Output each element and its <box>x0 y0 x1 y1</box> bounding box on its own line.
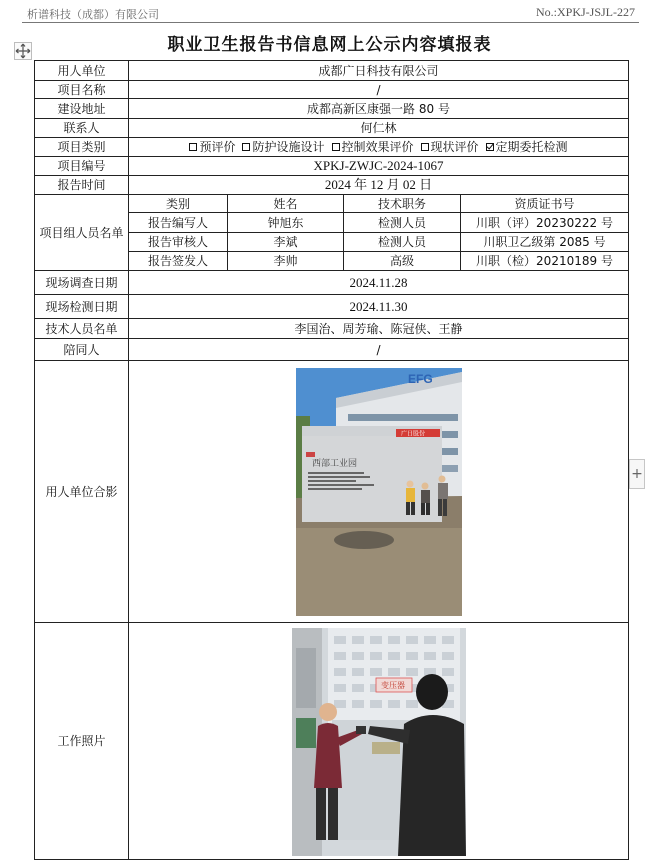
team-col-title: 技术职务 <box>344 195 461 213</box>
contact-label: 联系人 <box>35 119 129 138</box>
control-effect-checkbox[interactable] <box>332 143 340 151</box>
row-escort <box>35 339 629 361</box>
option-pre-evaluation[interactable] <box>189 140 235 154</box>
report-date-value: 2024 年 12 月 02 日 <box>129 176 629 195</box>
team-cell: 报告审核人 <box>129 233 228 252</box>
group-photo-label: 用人单位合影 <box>35 361 129 623</box>
company-name: 析谱科技（成都）有限公司 <box>27 8 159 21</box>
option-label: 现状评价 <box>430 140 479 154</box>
team-header-row <box>35 195 629 213</box>
add-row-handle[interactable] <box>629 459 645 489</box>
document-code: No.:XPKJ-JSJL-227 <box>535 5 635 19</box>
group-photo-cell <box>129 361 629 623</box>
option-status-evaluation[interactable] <box>421 140 479 154</box>
escort-label: 陪同人 <box>35 339 129 361</box>
row-employer <box>35 61 629 81</box>
team-cell: 报告签发人 <box>129 252 228 271</box>
employer-label: 用人单位 <box>35 61 129 81</box>
row-contact <box>35 119 629 138</box>
project-name-value: / <box>129 81 629 99</box>
group-photo[interactable] <box>296 368 462 616</box>
team-cell: 报告编写人 <box>129 213 228 233</box>
survey-date-label: 现场调查日期 <box>35 271 129 295</box>
project-type-label: 项目类别 <box>35 138 129 157</box>
option-label: 防护设施设计 <box>252 140 325 154</box>
option-label: 定期委托检测 <box>495 140 568 154</box>
employer-value: 成都广日科技有限公司 <box>129 61 629 81</box>
work-photo-label: 工作照片 <box>35 623 129 860</box>
protection-design-checkbox[interactable] <box>242 143 250 151</box>
row-group-photo <box>35 361 629 623</box>
page-title: 职业卫生报告书信息网上公示内容填报表 <box>167 35 492 55</box>
project-type-options <box>129 138 629 157</box>
test-date-value: 2024.11.30 <box>129 295 629 319</box>
pre-evaluation-checkbox[interactable] <box>189 143 197 151</box>
row-survey-date <box>35 271 629 295</box>
row-project-name <box>35 81 629 99</box>
row-project-type <box>35 138 629 157</box>
industrial-park-sign-text: 西部工业园 <box>311 458 357 469</box>
row-address <box>35 99 629 119</box>
sign-logo-text: 广日股份 <box>400 430 425 437</box>
row-technicians <box>35 319 629 339</box>
technicians-value: 李国治、周芳瑜、陈冠侠、王静 <box>129 319 629 339</box>
option-control-effect[interactable] <box>332 140 414 154</box>
option-label: 预评价 <box>199 140 236 154</box>
team-cell: 钟旭东 <box>228 213 344 233</box>
building-letters: EFG <box>407 371 433 386</box>
survey-date-value: 2024.11.28 <box>129 271 629 295</box>
address-label: 建设地址 <box>35 99 129 119</box>
report-form-table <box>34 60 629 860</box>
address-value: 成都高新区康强一路 80 号 <box>129 99 629 119</box>
project-no-label: 项目编号 <box>35 157 129 176</box>
project-no-value: XPKJ-ZWJC-2024-1067 <box>129 157 629 176</box>
team-cell: 检测人员 <box>344 233 461 252</box>
technicians-label: 技术人员名单 <box>35 319 129 339</box>
option-label: 控制效果评价 <box>341 140 414 154</box>
option-periodic-testing[interactable] <box>486 140 568 154</box>
row-test-date <box>35 295 629 319</box>
header-divider <box>22 22 639 23</box>
option-protection-design[interactable] <box>242 140 324 154</box>
work-photo-cell <box>129 623 629 860</box>
plus-icon: + <box>631 466 643 482</box>
escort-value: / <box>129 339 629 361</box>
team-cell: 李帅 <box>228 252 344 271</box>
row-report-date <box>35 176 629 195</box>
contact-value: 何仁林 <box>129 119 629 138</box>
report-date-label: 报告时间 <box>35 176 129 195</box>
team-label: 项目组人员名单 <box>35 195 129 271</box>
periodic-testing-checkbox[interactable] <box>486 143 494 151</box>
team-col-category: 类别 <box>129 195 228 213</box>
row-project-no <box>35 157 629 176</box>
test-date-label: 现场检测日期 <box>35 295 129 319</box>
team-col-certificate: 资质证书号 <box>461 195 629 213</box>
team-cell: 川职（评）20230222 号 <box>461 213 629 233</box>
row-work-photo <box>35 623 629 860</box>
team-cell: 川职卫乙级第 2085 号 <box>461 233 629 252</box>
team-cell: 川职（检）20210189 号 <box>461 252 629 271</box>
team-cell: 李斌 <box>228 233 344 252</box>
team-col-name: 姓名 <box>228 195 344 213</box>
work-photo[interactable] <box>292 628 466 856</box>
status-evaluation-checkbox[interactable] <box>421 143 429 151</box>
team-cell: 检测人员 <box>344 213 461 233</box>
team-cell: 高级 <box>344 252 461 271</box>
project-name-label: 项目名称 <box>35 81 129 99</box>
transformer-sign-text: 变压器 <box>380 681 405 690</box>
